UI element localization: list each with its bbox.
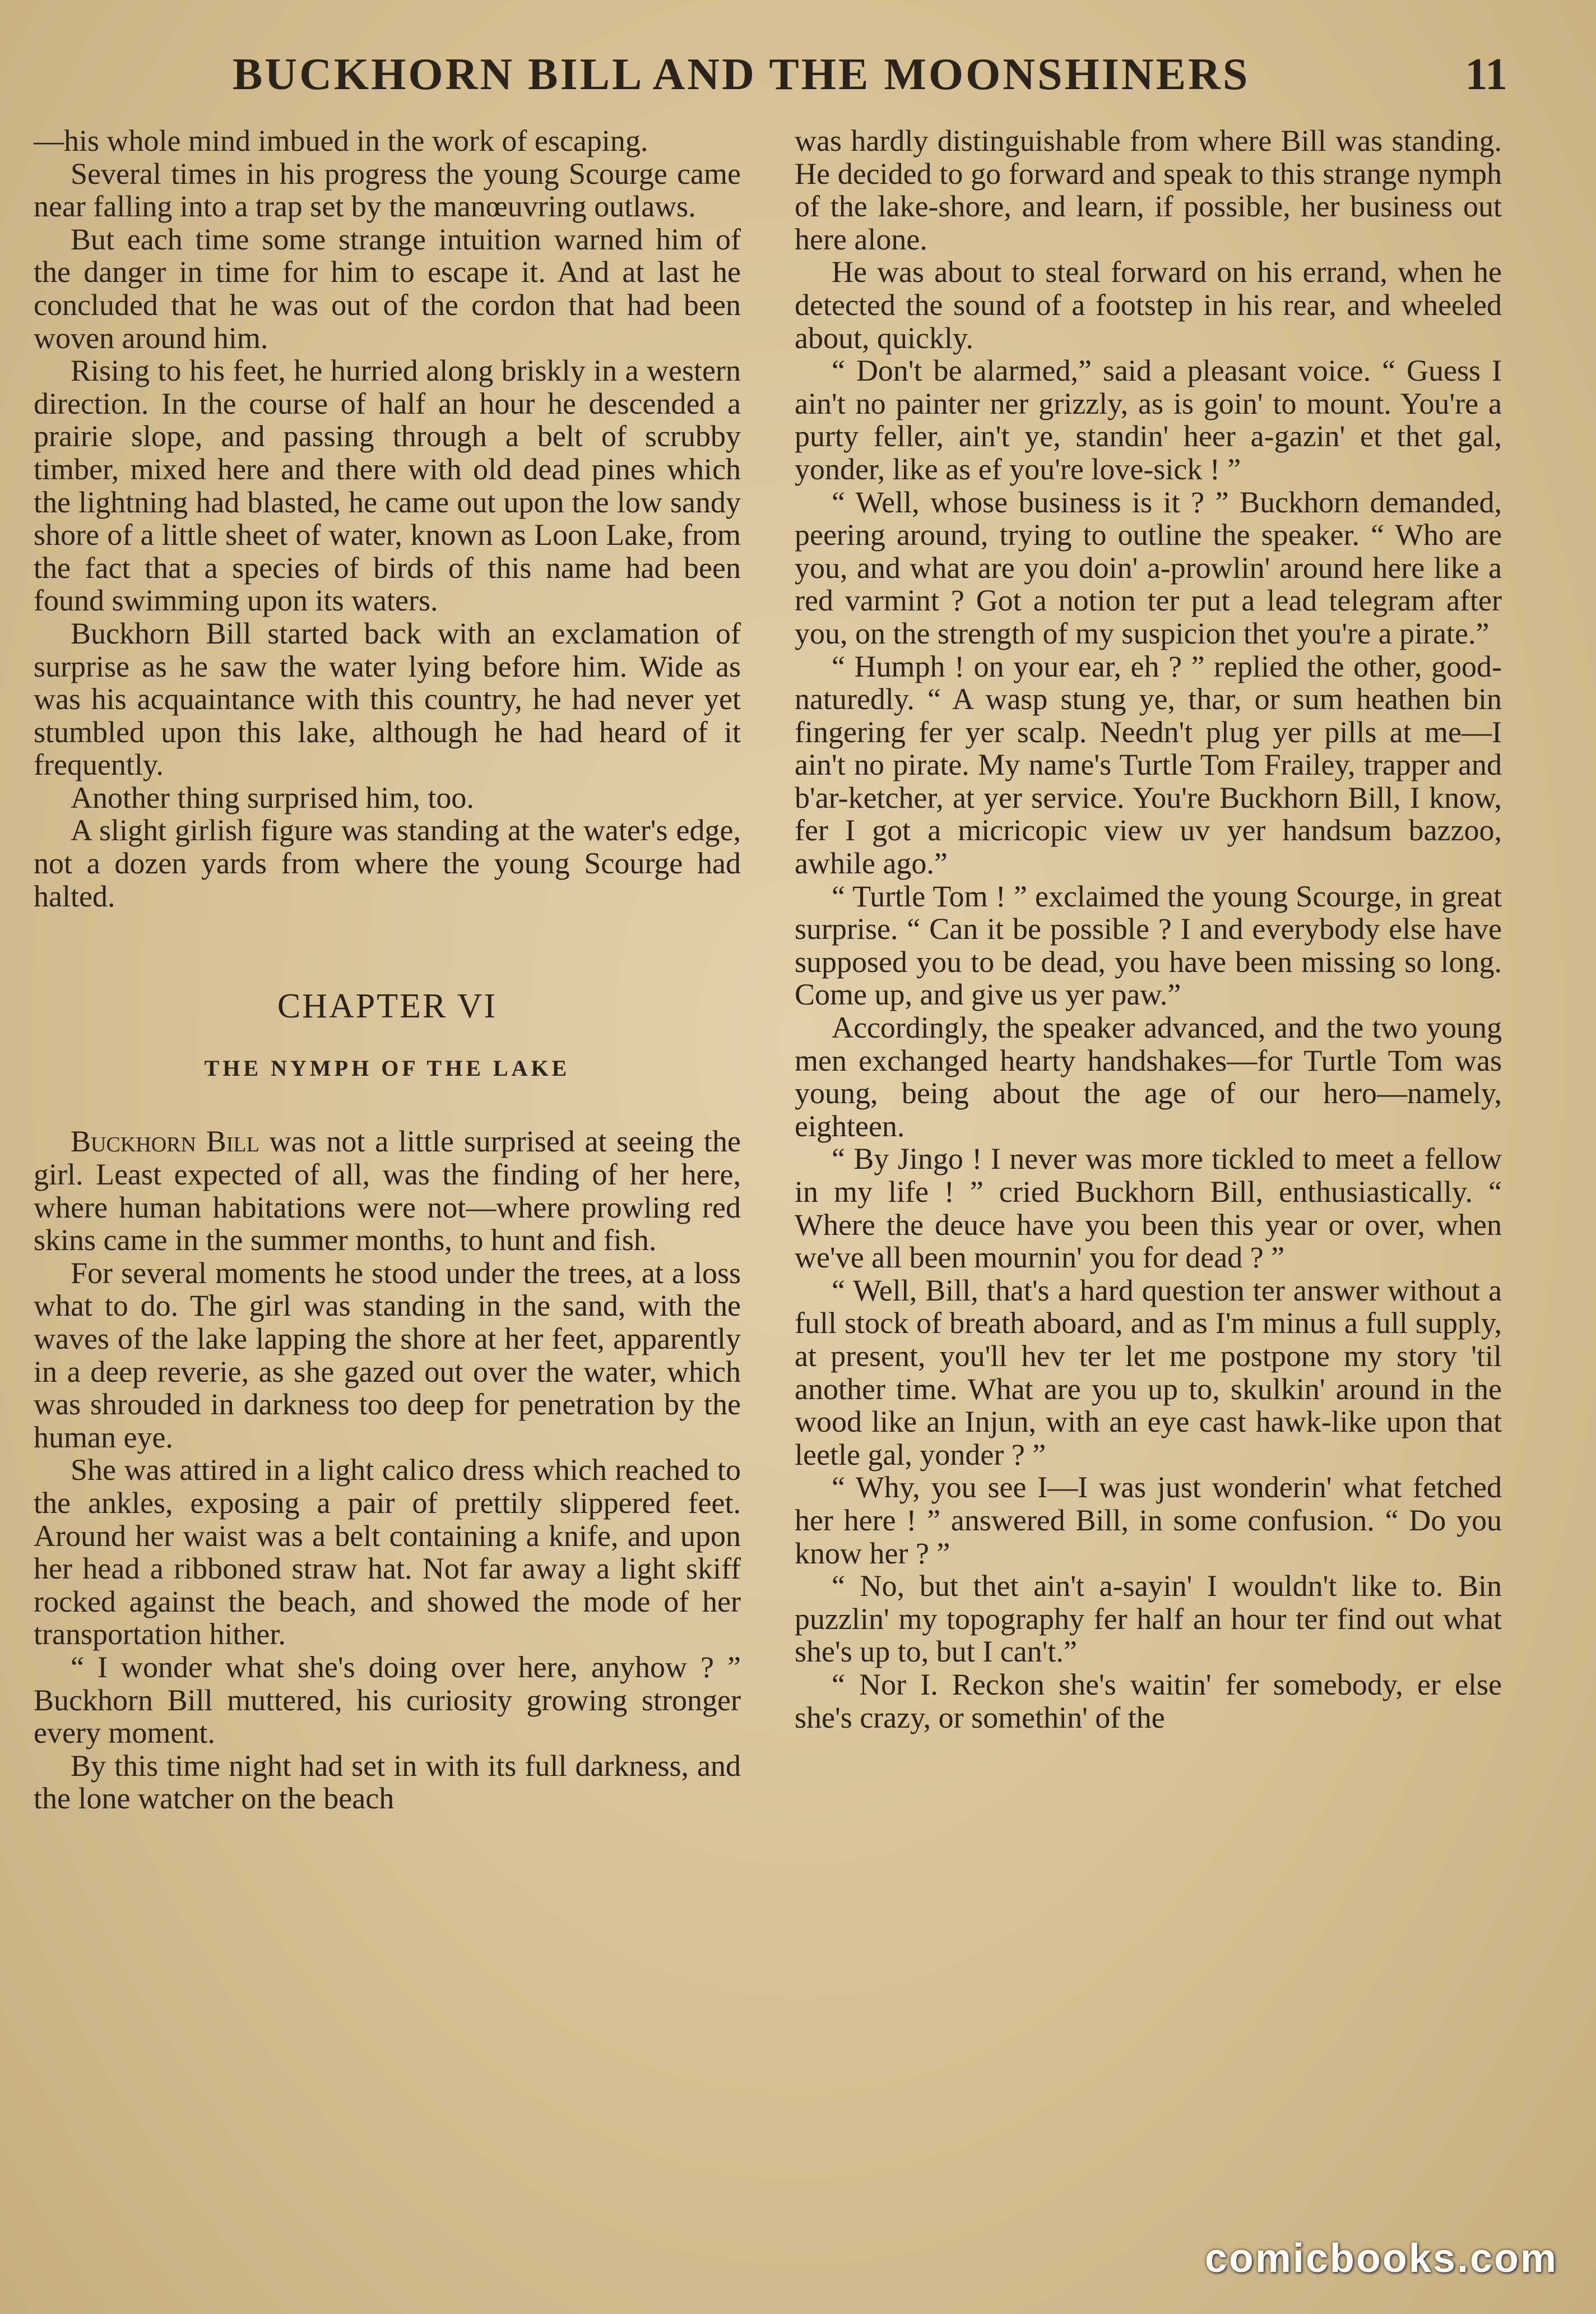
chapter-opening-paragraph: [34, 1125, 741, 1256]
paragraph: For several moments he stood under the trees, at a loss what to do. The girl was standing in the sand, with the waves of the lake lapping the shore at her feet, apparently in a deep reverie, as she gazed out over the water, which was shrouded in darkness too deep for penetration by the human eye.: [34, 1256, 741, 1454]
paragraph: “ Humph ! on your ear, eh ? ” replied the other, good-naturedly. “ A wasp stung ye, thar, or sum heathen bin fingering fer yer scalp. Needn't plug yer pills at me—I ain't no pirate. My name's Turtle Tom Frailey, trapper and b'ar-ketcher, at yer service. You're Buckhorn Bill, I know, fer I got a micricopic view uv yer handsum bazzoo, awhile ago.”: [795, 649, 1502, 881]
paragraph: “ Nor I. Reckon she's waitin' fer somebody, er else she's crazy, or somethin' of the: [795, 1667, 1502, 1734]
paragraph: A slight girlish figure was standing at the water's edge, not a dozen yards from where the young Scourge had halted.: [34, 813, 741, 913]
right-column: [795, 124, 1502, 1734]
paragraph: He was about to steal forward on his errand, when he detected the sound of a footstep in his rear, and wheeled about, quickly.: [795, 255, 1502, 355]
left-column: [34, 124, 741, 1815]
paragraph: “ Turtle Tom ! ” exclaimed the young Scourge, in great surprise. “ Can it be possible ? I and everybody else have supposed you to be dead, you have been missing so long. Come up, and give us yer paw.”: [795, 879, 1502, 1012]
paragraph: “ By Jingo ! I never was more tickled to meet a fellow in my life ! ” cried Buckhorn Bill, enthusiastically. “ Where the deuce have you been this year or over, when we've all been mournin' you for dead ? ”: [795, 1142, 1502, 1275]
chapter-subtitle: THE NYMPH OF THE LAKE: [204, 1055, 570, 1081]
paragraph: “ I wonder what she's doing over here, anyhow ? ” Buckhorn Bill muttered, his curiosity growing stronger every moment.: [34, 1650, 741, 1750]
paragraph: was hardly distinguishable from where Bill was standing. He decided to go forward and speak to this strange nymph of the lake-shore, and learn, if possible, her business out here alone.: [795, 124, 1502, 256]
paragraph: Another thing surprised him, too.: [71, 780, 474, 814]
running-title: BUCKHORN BILL AND THE MOONSHINERS: [233, 50, 1250, 99]
chapter-opening-rest: was not a little surprised at seeing the girl. Least expected of all, was the finding of her here, where human habitations were not—where prowling red skins came in the summer months, to hunt and fish.: [34, 1124, 741, 1257]
paragraph: “ Don't be alarmed,” said a pleasant voice. “ Guess I ain't no painter ner grizzly, as is goin' to mount. You're a purty feller, ain't ye, standin' heer a-gazin' et thet gal, yonder, like as ef you're love-sick ! ”: [795, 354, 1502, 486]
chapter-opening-words: Buckhorn Bill: [71, 1124, 259, 1159]
paragraph: “ Well, Bill, that's a hard question ter answer without a full stock of breath aboard, and as I'm minus a full supply, at present, you'll hev ter let me postpone my story 'til another time. What are you up to, skulkin' around in the wood like an Injun, with an eye cast hawk-like upon that leetle gal, yonder ? ”: [795, 1273, 1502, 1471]
paragraph: Several times in his progress the young Scourge came near falling into a trap set by the manœuvring outlaws.: [34, 156, 741, 224]
paragraph: Rising to his feet, he hurried along briskly in a western direction. In the course of half an hour he descended a prairie slope, and passing through a belt of scrubby timber, mixed here and there with old dead pines which the lightning had blasted, he came out upon the low sandy shore of a little sheet of water, known as Loon Lake, from the fact that a species of birds of this name had been found swimming upon its waters.: [34, 354, 741, 618]
paragraph: Accordingly, the speaker advanced, and the two young men exchanged hearty handshakes—for Turtle Tom was young, being about the age of our hero—namely, eighteen.: [795, 1011, 1502, 1143]
paragraph: She was attired in a light calico dress which reached to the ankles, exposing a pair of prettily slippered feet. Around her waist was a belt containing a knife, and upon her head a ribboned straw hat. Not far away a light skiff rocked against the beach, and showed the mode of her transportation hither.: [34, 1453, 741, 1651]
paragraph: Buckhorn Bill started back with an exclamation of surprise as he saw the water lying before him. Wide as was his acquaintance with this country, he had never yet stumbled upon this lake, although he had heard of it frequently.: [34, 616, 741, 782]
paragraph: By this time night had set in with its full darkness, and the lone watcher on the beach: [34, 1748, 741, 1816]
paragraph: —his whole mind imbued in the work of escaping.: [34, 124, 648, 158]
paragraph: “ No, but thet ain't a-sayin' I wouldn't like to. Bin puzzlin' my topography fer half an hour ter find out what she's up to, but I can't.”: [795, 1569, 1502, 1669]
paragraph: But each time some strange intuition warned him of the danger in time for him to escape it. And at last he concluded that he was out of the cordon that had been woven around him.: [34, 222, 741, 355]
paragraph: “ Well, whose business is it ? ” Buckhorn demanded, peering around, trying to outline the speaker. “ Who are you, and what are you doin' a-prowlin' around here like a red varmint ? Got a notion ter put a lead telegram after you, on the strength of my suspicion thet you're a pirate.”: [795, 485, 1502, 650]
watermark-text: comicbooks.com: [1204, 2236, 1558, 2281]
chapter-heading: CHAPTER VI: [277, 987, 498, 1026]
page-number: 11: [1465, 50, 1507, 99]
paragraph: “ Why, you see I—I was just wonderin' what fetched her here ! ” answered Bill, in some confusion. “ Do you know her ? ”: [795, 1470, 1502, 1570]
running-header: [34, 49, 1507, 111]
